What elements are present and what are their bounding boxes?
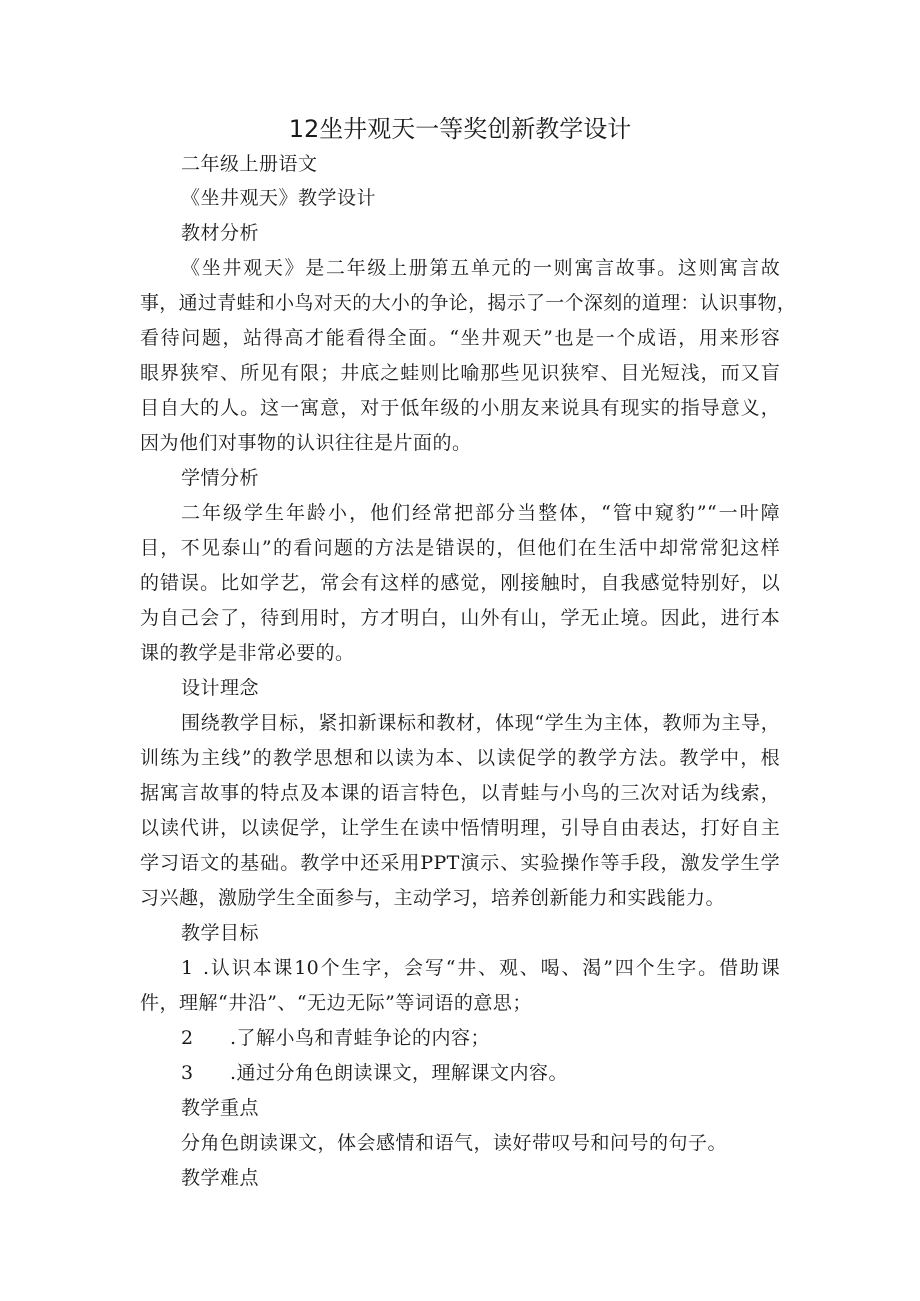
document-title: 12坐井观天一等奖创新教学设计	[288, 115, 632, 143]
students-line: 目，不见泰山”的看问题的方法是错误的，但他们在生活中却常常犯这样	[140, 537, 780, 559]
doc-title: 《坐井观天》教学设计	[181, 187, 377, 209]
goal-item-2: .了解小鸟和青蛙争论的内容；	[230, 1027, 491, 1049]
goal-number: 2	[181, 1027, 194, 1049]
concept-line: 习兴趣，激励学生全面参与，主动学习，培养创新能力和实践能力。	[140, 887, 726, 909]
goal-item-1-line-1: .认识本课10个生字，会写“井、观、喝、渴”四个生字。借助课	[203, 957, 780, 979]
heading-concept: 设计理念	[181, 677, 260, 699]
material-line: 看待问题，站得高才能看得全面。“坐井观天”也是一个成语，用来形容	[140, 327, 780, 349]
key-text: 分角色朗读课文，体会感情和语气，读好带叹号和问号的句子。	[181, 1132, 728, 1154]
concept-line: 训练为主线”的教学思想和以读为本、以读促学的教学方法。教学中，根	[140, 747, 780, 769]
concept-line: 以读代讲，以读促学，让学生在读中悟情明理，引导自由表达，打好自主	[140, 817, 780, 839]
goal-number: 3	[181, 1062, 194, 1084]
concept-line: 学习语文的基础。教学中还采用PPT演示、实验操作等手段，激发学生学	[140, 852, 780, 874]
heading-difficult: 教学难点	[181, 1167, 260, 1189]
material-line: 因为他们对事物的认识往往是片面的。	[140, 432, 472, 454]
students-line: 的错误。比如学艺，常会有这样的感觉，刚接触时，自我感觉特别好，以	[140, 572, 780, 594]
heading-students: 学情分析	[181, 467, 260, 489]
students-line: 为自己会了，待到用时，方才明白，山外有山，学无止境。因此，进行本	[140, 607, 780, 629]
goal-item-3: .通过分角色朗读课文，理解课文内容。	[230, 1062, 569, 1084]
heading-key: 教学重点	[181, 1097, 260, 1119]
subtitle: 二年级上册语文	[181, 153, 318, 175]
goal-number: 1	[181, 957, 194, 979]
students-line: 二年级学生年龄小，他们经常把部分当整体，“管中窥豹”“一叶障	[181, 502, 780, 524]
heading-goals: 教学目标	[181, 922, 260, 944]
material-line: 目自大的人。这一寓意，对于低年级的小朋友来说具有现实的指导意义，	[140, 397, 780, 419]
material-line: 《坐井观天》是二年级上册第五单元的一则寓言故事。这则寓言故	[181, 257, 780, 279]
heading-material: 教材分析	[181, 222, 260, 244]
goal-item-1-line-2: 件，理解“井沿”、“无边无际”等词语的意思；	[140, 992, 532, 1014]
concept-line: 据寓言故事的特点及本课的语言特色，以青蛙与小鸟的三次对话为线索，	[140, 782, 780, 804]
concept-line: 围绕教学目标，紧扣新课标和教材，体现“学生为主体，教师为主导，	[181, 712, 780, 734]
students-line: 课的教学是非常必要的。	[140, 642, 355, 664]
material-line: 事，通过青蛙和小鸟对天的大小的争论，揭示了一个深刻的道理：认识事物，	[140, 292, 797, 314]
material-line: 眼界狭窄、所见有限；井底之蛙则比喻那些见识狭窄、目光短浅，而又盲	[140, 362, 780, 384]
